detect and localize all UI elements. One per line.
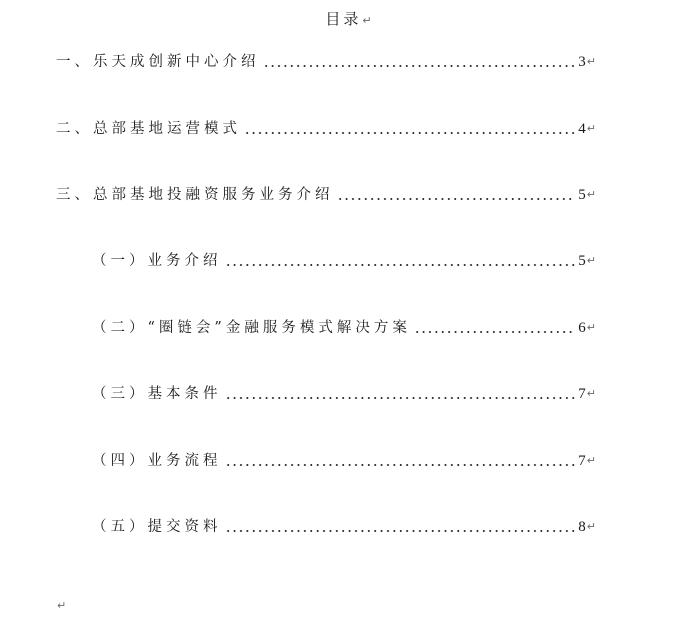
paragraph-mark-icon: ↵: [586, 55, 596, 68]
toc-page-number: 5: [578, 253, 586, 269]
toc-entry-text: 一、乐天成创新中心介绍: [56, 54, 260, 70]
toc-page-number: 6: [578, 320, 586, 336]
toc-page-number: 7: [578, 453, 586, 469]
toc-dot-leader: [244, 132, 575, 134]
paragraph-mark-icon: ↵: [586, 454, 596, 467]
toc-entry[interactable]: [92, 449, 596, 471]
toc-heading: [0, 8, 700, 29]
toc-entry[interactable]: [56, 183, 596, 205]
toc-dot-leader: [414, 331, 575, 333]
paragraph-mark-icon: ↵: [586, 188, 596, 201]
toc-page-number: 7: [578, 386, 586, 402]
toc-entry-text: 二、总部基地运营模式: [56, 121, 241, 137]
toc-dot-leader: [263, 65, 576, 67]
toc-page-number: 5: [578, 187, 586, 203]
toc-heading-text: 目录: [325, 10, 362, 28]
toc-page-number: 4: [578, 121, 586, 137]
toc-entry-text: （二）“圈链会”金融服务模式解决方案: [92, 320, 411, 336]
toc-entry-text: （五）提交资料: [92, 519, 222, 535]
toc-page-number: 3: [578, 54, 586, 70]
toc-entry[interactable]: [92, 316, 596, 338]
toc-entry-text: （四）业务流程: [92, 453, 222, 469]
toc-entry[interactable]: [56, 117, 596, 139]
toc-entry[interactable]: [92, 382, 596, 404]
end-paragraph: [56, 594, 66, 613]
toc-dot-leader: [225, 464, 576, 466]
toc-dot-leader: [225, 264, 576, 266]
paragraph-mark-icon: ↵: [586, 520, 596, 533]
toc-dot-leader: [225, 530, 576, 532]
paragraph-mark-icon: ↵: [586, 387, 596, 400]
toc-dot-leader: [337, 198, 576, 200]
toc-entry-text: （一）业务介绍: [92, 253, 222, 269]
paragraph-mark-icon: ↵: [586, 321, 596, 334]
toc-entry-text: 三、总部基地投融资服务业务介绍: [56, 187, 334, 203]
toc-entry[interactable]: [92, 249, 596, 271]
paragraph-mark-icon: ↵: [57, 599, 67, 612]
toc-dot-leader: [225, 397, 576, 399]
toc-page-number: 8: [578, 519, 586, 535]
toc-entry[interactable]: [56, 50, 596, 72]
paragraph-mark-icon: ↵: [586, 254, 596, 267]
paragraph-mark-icon: ↵: [362, 14, 375, 27]
paragraph-mark-icon: ↵: [586, 122, 596, 135]
toc-entry[interactable]: [92, 515, 596, 537]
toc-entry-text: （三）基本条件: [92, 386, 222, 402]
